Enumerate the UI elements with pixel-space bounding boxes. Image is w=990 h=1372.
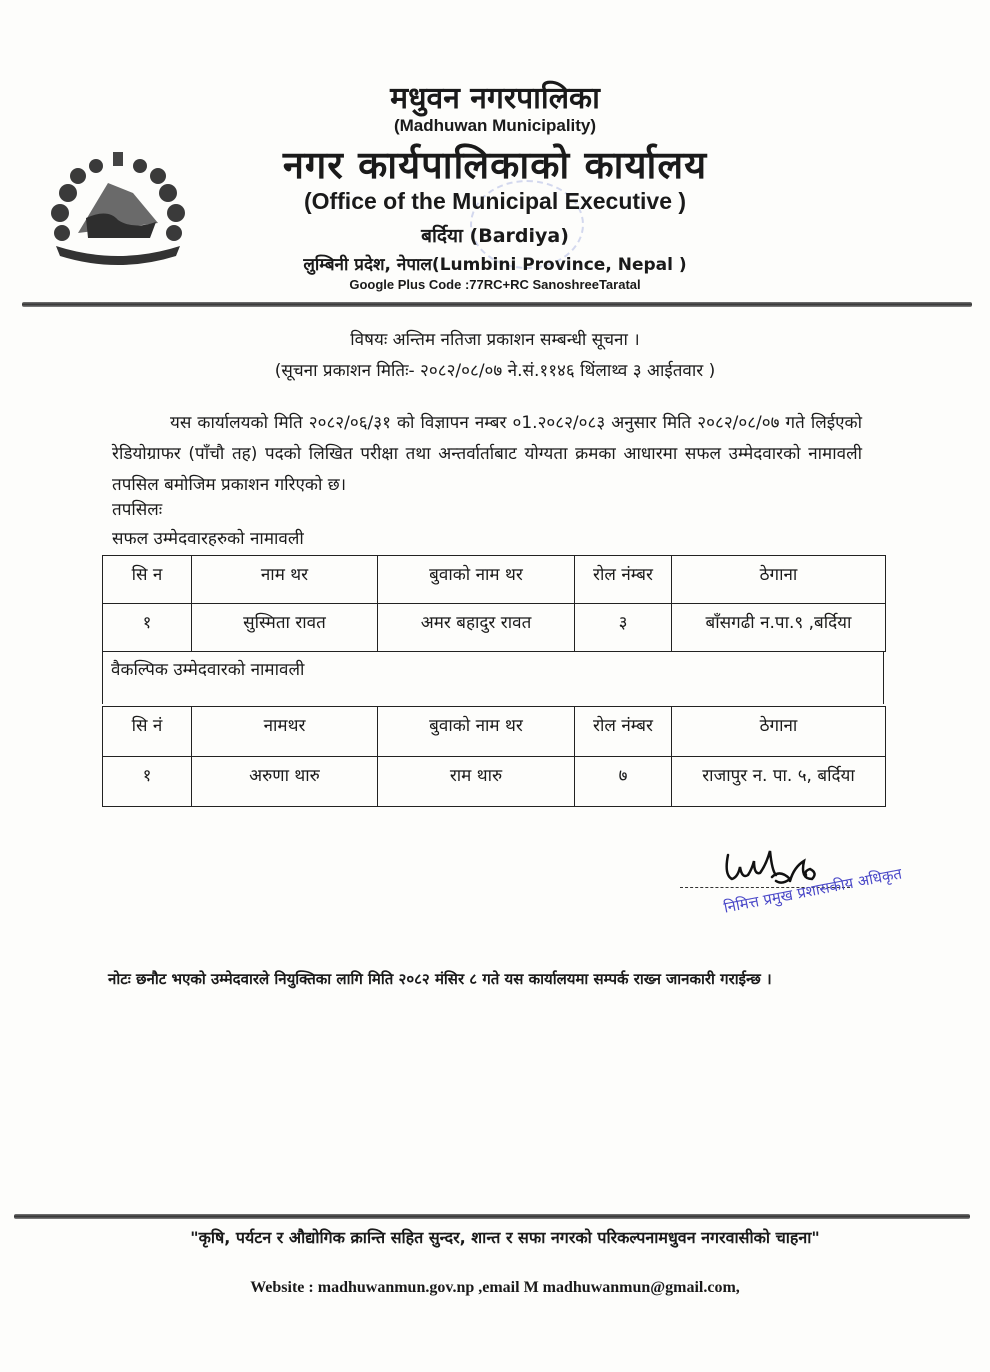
header-cell: सि न <box>103 556 192 604</box>
municipality-name-english: (Madhuwan Municipality) <box>393 116 597 135</box>
header-cell: सि नं <box>103 707 192 757</box>
cell-father-name: अमर बहादुर रावत <box>378 604 575 652</box>
cell-name: सुस्मिता रावत <box>192 604 378 652</box>
header-cell: रोल नंम्बर <box>575 556 672 604</box>
office-name-nepali: नगर कार्यपालिकाको कार्यालय <box>282 143 708 187</box>
cell-address: बाँसगढी न.पा.९ ,बर्दिया <box>672 604 886 652</box>
cell-roll-number: ३ <box>575 604 672 652</box>
google-plus-code: Google Plus Code :77RC+RC SanoshreeTaratal <box>349 277 641 292</box>
signatory-title: निमित्त प्रमुख प्रशासकीय अधिकृत <box>722 864 904 917</box>
header-cell: ठेगाना <box>672 556 886 604</box>
cell-address: राजापुर न. पा. ५, बर्दिया <box>672 757 886 807</box>
header-cell: नाम थर <box>192 556 378 604</box>
cell-roll-number: ७ <box>575 757 672 807</box>
footer-divider <box>14 1214 970 1219</box>
district: बर्दिया (Bardiya) <box>421 225 569 247</box>
header-cell: बुवाको नाम थर <box>378 707 575 757</box>
header-cell: बुवाको नाम थर <box>378 556 575 604</box>
successful-candidates-table <box>102 555 886 652</box>
header-cell: ठेगाना <box>672 707 886 757</box>
publish-date: (सूचना प्रकाशन मितिः- २०८२/०८/०७ ने.सं.११४६ थिंलाथ्व ३ आईतवार ) <box>274 361 716 381</box>
table-header-row <box>103 556 886 604</box>
table-row <box>103 604 886 652</box>
table-header-row <box>103 707 886 757</box>
successful-heading: सफल उम्मेदवारहरुको नामावली <box>112 529 304 549</box>
office-name-english: (Office of the Municipal Executive ) <box>303 188 687 214</box>
alternate-heading: वैकल्पिक उम्मेदवारको नामावली <box>102 651 884 704</box>
header-cell: नामथर <box>192 707 378 757</box>
tapsil-label: तपसिलः <box>112 500 163 520</box>
municipality-name-nepali: मधुवन नगरपालिका <box>390 81 600 116</box>
notice-subject: विषयः अन्तिम नतिजा प्रकाशन सम्बन्धी सूचना । <box>350 330 640 350</box>
footer-motto: "कृषि, पर्यटन र औद्योगिक क्रान्ति सहित सुन्दर, शान्त र सफा नगरको परिकल्पनामधुवन नगरवासीको चाहना" <box>190 1228 820 1247</box>
footer-contact: Website : madhuwanmun.gov.np ,email M madhuwanmun@gmail.com, <box>250 1279 740 1296</box>
note-text: नोटः छनौट भएको उम्मेदवारले नियुक्तिका लागि मिति २०८२ मंसिर ८ गते यस कार्यालयमा सम्पर्क राख्न जानकारी गराईन्छ । <box>108 970 772 988</box>
cell-name: अरुणा थारु <box>192 757 378 807</box>
cell-father-name: राम थारु <box>378 757 575 807</box>
cell-serial: १ <box>103 757 192 807</box>
table-row <box>103 757 886 807</box>
province: लुम्बिनी प्रदेश, नेपाल(Lumbini Province, Nepal ) <box>303 255 687 275</box>
header-cell: रोल नंम्बर <box>575 707 672 757</box>
notice-body: यस कार्यालयको मिति २०८२/०६/३१ को विज्ञापन नम्बर ०1.२०८२/०८३ अनुसार मिति २०८२/०८/०७ गते लिईएको रेडियोग्राफर (पाँचौ तह) पदको लिखित परीक्षा तथा अन्तर्वार्ताबाट योग्यता क्रमका आधारमा सफल उम्मेदवारको नामावली तपसिल बमोजिम प्रकाशन गरिएको छ। <box>112 413 862 495</box>
alternate-candidates-table <box>102 706 886 807</box>
header-divider <box>22 302 972 307</box>
cell-serial: १ <box>103 604 192 652</box>
